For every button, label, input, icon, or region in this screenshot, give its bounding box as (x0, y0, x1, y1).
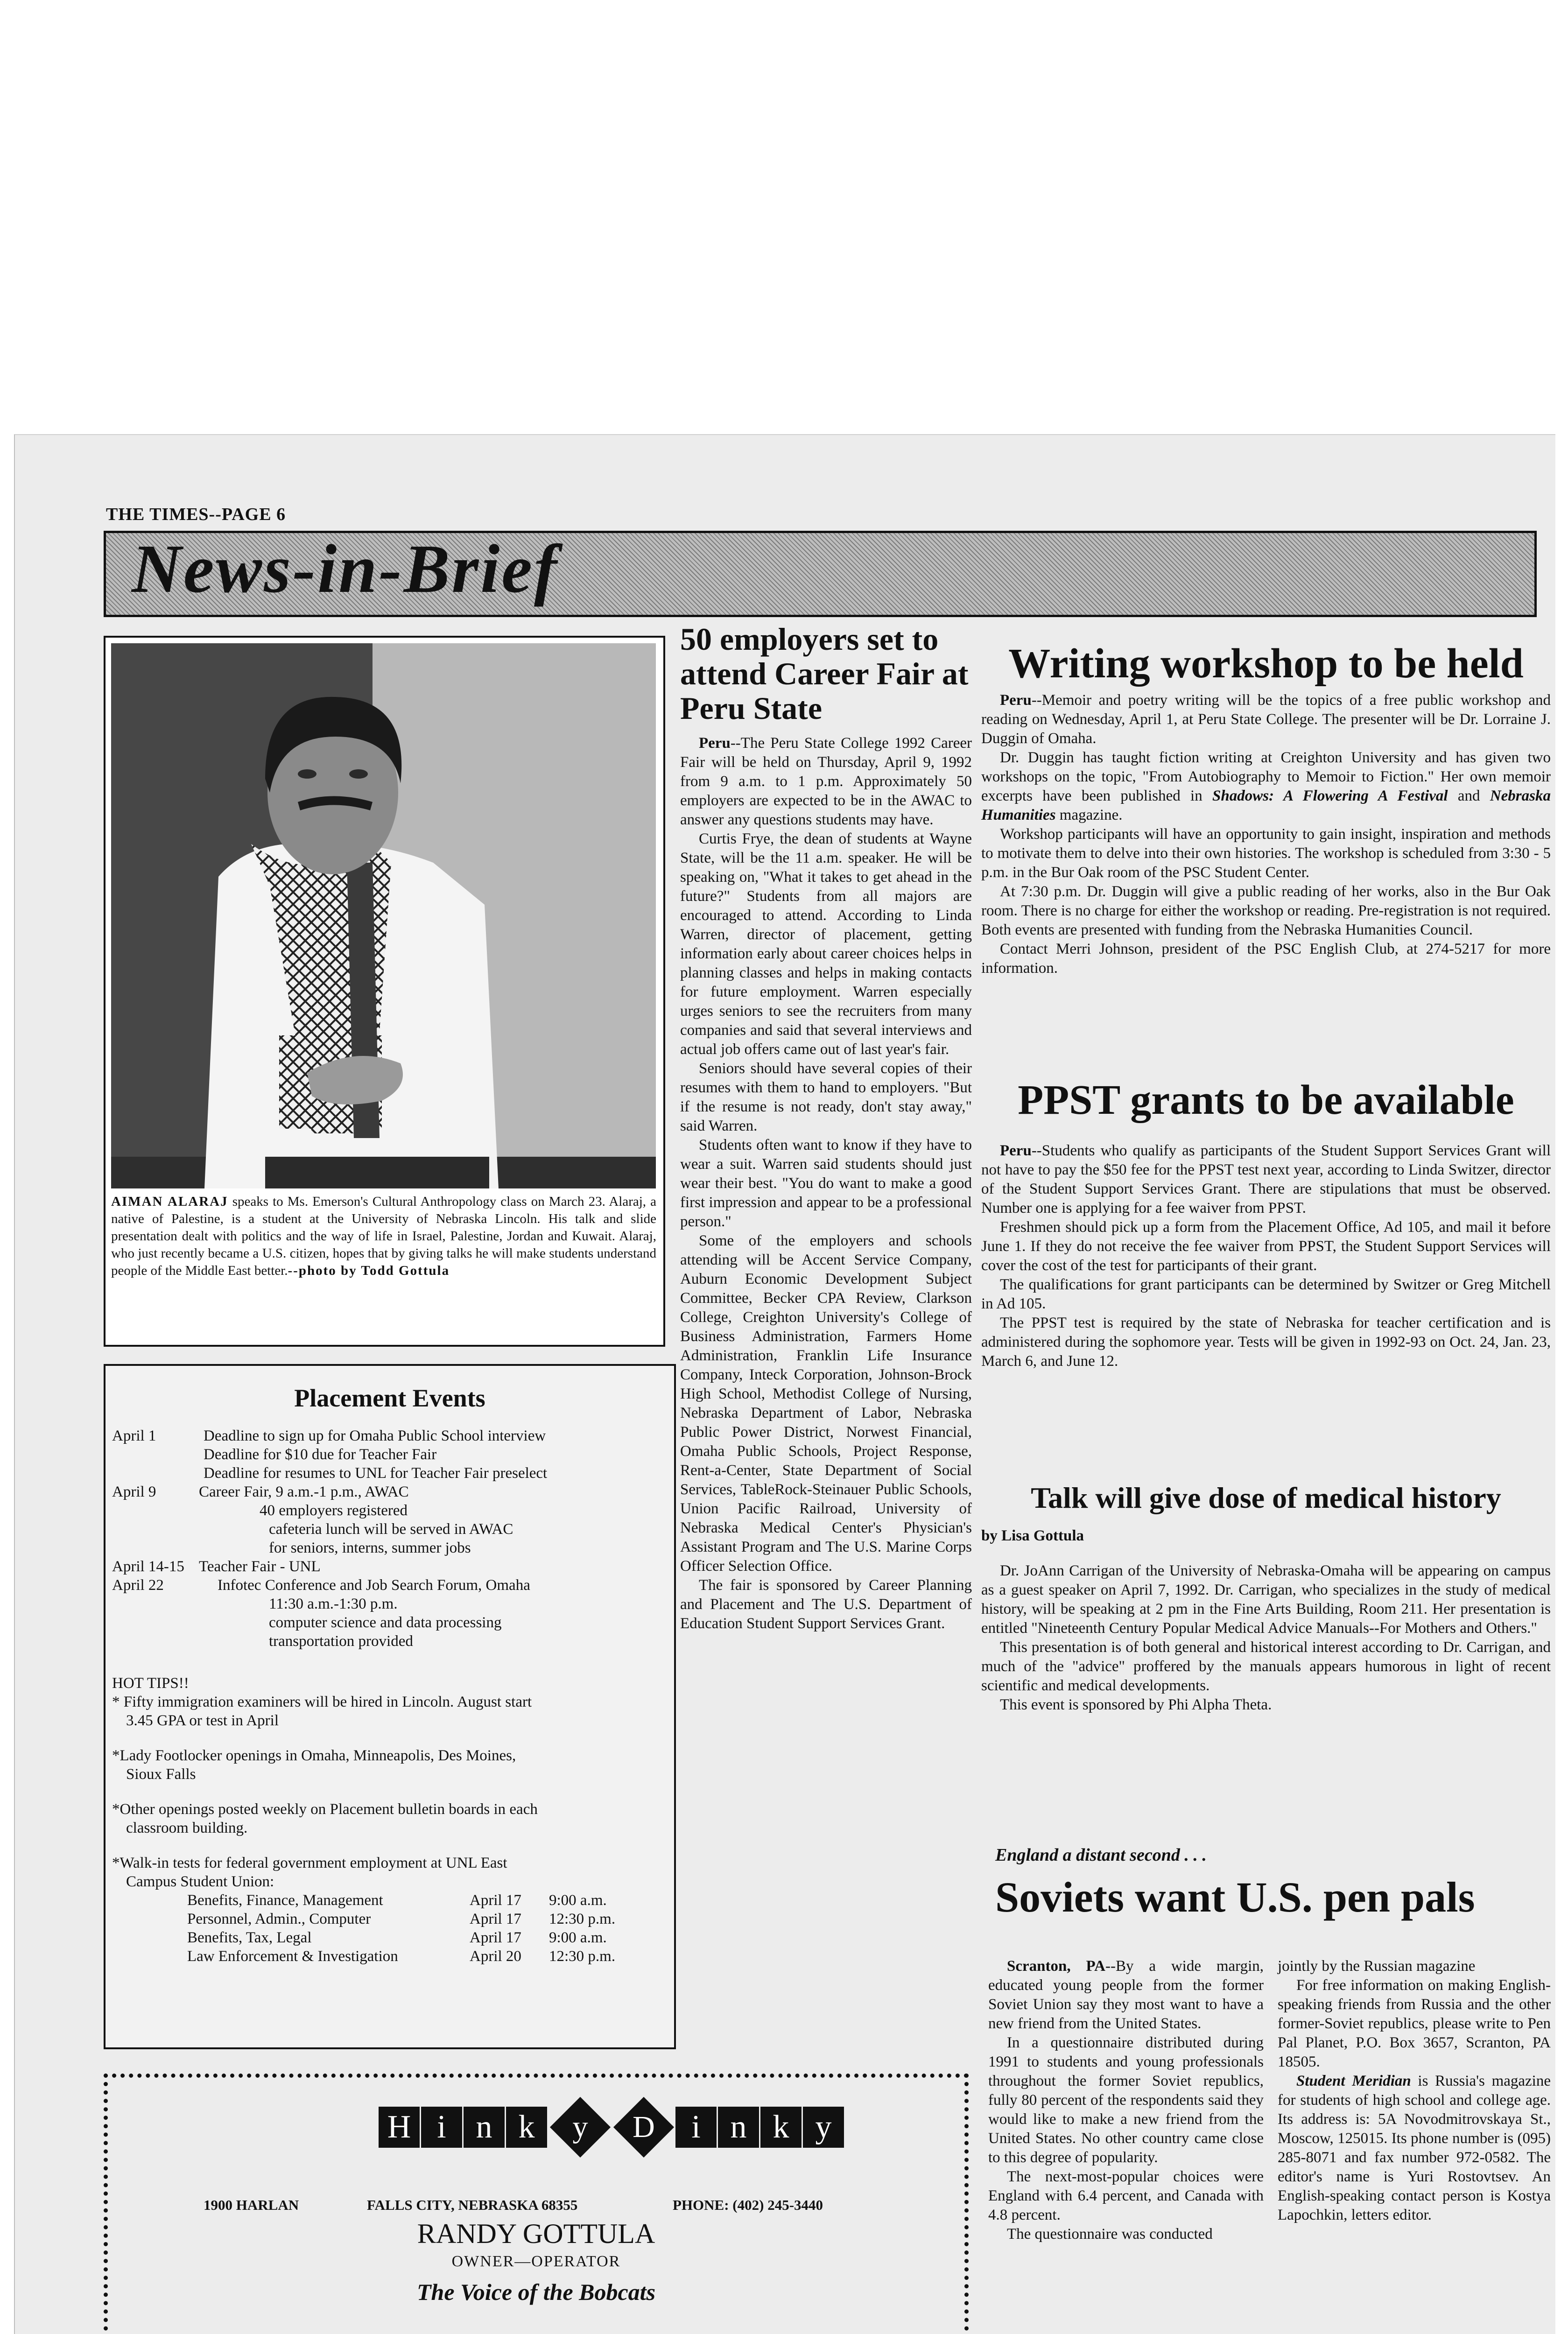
ad-owner-name: RANDY GOTTULA (417, 2218, 655, 2249)
ad-city: FALLS CITY, NEBRASKA 68355 (367, 2197, 578, 2213)
news-photo (111, 643, 656, 1188)
test-time: 12:30 p.m. (549, 1911, 616, 1927)
medical-byline: by Lisa Gottula (981, 1527, 1084, 1544)
medical-body (981, 1561, 1551, 1715)
career-fair-paragraph: Seniors should have several copies of their resumes with them to hand to employers. "But if the resume is not ready, don't stay away," said Warren. (680, 1060, 972, 1134)
medical-headline: Talk will give dose of medical history (1031, 1481, 1501, 1514)
test-time: 9:00 a.m. (549, 1929, 607, 1946)
placement-item: transportation provided (269, 1633, 413, 1650)
tip-line: 3.45 GPA or test in April (126, 1712, 279, 1729)
placement-date: April 1 (112, 1427, 156, 1444)
test-name: Benefits, Finance, Management (187, 1892, 383, 1909)
placement-date: April 9 (112, 1483, 156, 1500)
test-name: Law Enforcement & Investigation (187, 1948, 398, 1965)
test-date: April 17 (470, 1929, 521, 1946)
medical-history-article (981, 1481, 1551, 1715)
placement-date: April 22 (112, 1577, 164, 1594)
ad-phone: PHONE: (402) 245-3440 (673, 2197, 823, 2213)
medical-paragraph: This event is sponsored by Phi Alpha Theta. (1000, 1696, 1272, 1713)
publication-title: Nebraska Humanities (981, 787, 1551, 823)
career-fair-headline: 50 employers set to attend Career Fair at Peru State (680, 621, 969, 726)
ad-slogan: The Voice of the Bobcats (416, 2279, 656, 2305)
soviets-column-2 (1278, 1957, 1551, 2225)
section-banner (104, 531, 1537, 617)
placement-item: Infotec Conference and Job Search Forum, Omaha (218, 1577, 530, 1594)
ad-address: 1900 HARLAN (204, 2197, 299, 2213)
newspaper-page (14, 434, 1555, 2334)
hinky-dinky-logo: H i n k y D i n k y (379, 2106, 845, 2169)
tip-line: Sioux Falls (126, 1766, 196, 1783)
career-fair-body (680, 734, 972, 1633)
test-time: 12:30 p.m. (549, 1948, 616, 1965)
writing-workshop-dateline: Peru (1000, 692, 1032, 709)
career-fair-paragraph: --The Peru State College 1992 Career Fair will be held on Thursday, April 9, 1992 from 9 a.m. to 1 p.m. Approximately 50 employers are expected to be in the AWAC to answer any questions students may have. (680, 735, 972, 828)
writing-workshop-paragraph: Workshop participants will have an opportunity to gain insight, inspiration and methods to motivate them to delve into their own histories. The workshop is scheduled from 3:30 - 5 p.m. in the Bur Oak room of the PSC Student Center. (981, 826, 1551, 881)
career-fair-dateline: Peru (699, 735, 731, 752)
writing-workshop-paragraph: Dr. Duggin has taught fiction writing at Creighton University and has given two workshops on the topic, "From Autobiography to Memoir to Fiction." Her own memoir excerpts have been published in (981, 749, 1551, 804)
tip-line: Campus Student Union: (126, 1873, 274, 1890)
ppst-dateline: Peru (1000, 1142, 1032, 1159)
soviets-paragraph: jointly by the Russian magazine (1278, 1958, 1476, 1975)
writing-workshop-text: magazine. (1055, 807, 1123, 823)
career-fair-paragraph: Some of the employers and schools attending will be Accent Service Company, Auburn Economic Development Subject Committee, Becker CPA Review, Clarkson College, Creighton University's College of Business Administration, Farmers Home Administration, Franklin Life Insurance Company, Inteck Corporation, Johnson-Brock High School, Methodist College of Nursing, Nebraska Department of Labor, Nebraska Public Power District, Norwest Financial, Omaha Public Schools, Project Response, Rent-a-Center, State Department of Social Services, TableRock-Steinauer Public Schools, Union Pacific Railroad, University of Nebraska Medical Center's Physician's Assistant Program and The U.S. Marine Corps Officer Selection Office. (680, 1232, 972, 1575)
placement-item: Deadline for resumes to UNL for Teacher Fair preselect (204, 1465, 548, 1482)
career-fair-paragraph: Curtis Frye, the dean of students at Wayne State, will be the 11 a.m. speaker. He will be speaking on, "What it takes to get ahead in the future?" Students from all majors are encouraged to attend. According to Linda Warren, director of placement, getting information early about career choices helps in planning classes and helps in making contacts for future employment. Warren especially urges seniors to see the recruiters from many companies and said that several interviews and actual job offers came out of last year's fair. (680, 830, 972, 1058)
placement-item: for seniors, interns, summer jobs (269, 1540, 471, 1556)
soviets-dateline: Scranton, PA (1007, 1958, 1105, 1975)
placement-item: Deadline for $10 due for Teacher Fair (204, 1446, 437, 1463)
tip-line: classroom building. (126, 1820, 248, 1836)
publication-title: Shadows: A Flowering A Festival (1212, 787, 1448, 804)
soviets-paragraph: For free information on making English-speaking friends from Russia and the other former-Soviet republics, please write to Pen Pal Planet, P.O. Box 3657, Scranton, PA 18505. (1278, 1977, 1551, 2070)
placement-date: April 14-15 (112, 1558, 184, 1575)
soviets-paragraph: is Russia's magazine for students of high school and college age. Its address is: 5A Novodmitrovskaya St., Moscow, 125015. Its phone number is (095) 285-8071 and fax number 972-0582. The editor's name is Yuri Rostovtsev. An English-speaking contact person is Kostya Lapochkin, letters editor. (1278, 2073, 1551, 2223)
soviets-paragraph: --By a wide margin, educated young people from the former Soviet Union say they most want to have a new friend from the United States. (988, 1958, 1264, 2032)
career-fair-paragraph: Students often want to know if they have to wear a suit. Warren said students should just wear their best. "You do want to make a good first impression and appear to be a professional person." (680, 1137, 972, 1230)
soviets-article (981, 1845, 1551, 1921)
placement-item: Teacher Fair - UNL (199, 1558, 321, 1575)
test-date: April 17 (470, 1911, 521, 1927)
caption-text: speaks to Ms. Emerson's Cultural Anthropology class on March 23. Alaraj, a native of Palestine, is a student at the University of Nebraska Lincoln. His talk and slide presentation dealt with politics and the way of life in Israel, Palestine, Jordan and Kuwait. Alaraj, who just recently became a U.S. citizen, hopes that by giving talks he will make students understand people of the Middle East better. (111, 1194, 657, 1278)
ppst-paragraph: --Students who qualify as participants of the Student Support Services Grant will not have to pay the $50 fee for the PPST test next year, according to Linda Switzer, director of the Student Support Services Grant. There are stipulations that must be observed. Number one is applying for a fee waiver from PPST. (981, 1142, 1551, 1216)
soviets-paragraph: In a questionnaire distributed during 1991 to students and young professionals throughout the former Soviet republics, fully 80 percent of the respondents said they would like to make a new friend from the United States. No other country came close to this degree of popularity. (988, 2034, 1264, 2166)
tip-line: *Lady Footlocker openings in Omaha, Minneapolis, Des Moines, (112, 1747, 516, 1764)
page-label: THE TIMES--PAGE 6 (106, 505, 286, 524)
writing-workshop-body (981, 691, 1551, 978)
placement-item: 40 employers registered (260, 1502, 408, 1519)
test-time: 9:00 a.m. (549, 1892, 607, 1909)
speaker-photo-image (111, 643, 656, 1188)
ppst-article (981, 1077, 1551, 1371)
caption-credit: --photo by Todd Gottula (288, 1263, 450, 1278)
writing-workshop-paragraph: At 7:30 p.m. Dr. Duggin will give a public reading of her works, also in the Bur Oak room. There is no charge for either the workshop or reading. Pre-registration is not required. Both events are presented with funding from the Nebraska Humanities Council. (981, 883, 1551, 938)
placement-title: Placement Events (294, 1384, 485, 1412)
writing-workshop-headline: Writing workshop to be held (1008, 640, 1524, 687)
placement-item: cafeteria lunch will be served in AWAC (269, 1521, 513, 1538)
soviets-kicker: England a distant second . . . (995, 1845, 1207, 1865)
section-title: News-in-Brief (132, 531, 559, 607)
medical-paragraph: Dr. JoAnn Carrigan of the University of Nebraska-Omaha will be appearing on campus as a guest speaker on April 7, 1992. Dr. Carrigan, who specializes in the study of medical history, will be speaking at 2 pm in the Fine Arts Building, Room 211. Her presentation is entitled "Nineteenth Century Popular Medical Advice Manuals--For Mothers and Others." (981, 1562, 1551, 1637)
soviets-paragraph: The next-most-popular choices were England with 6.4 percent, and Canada with 4.8 percent. (988, 2168, 1264, 2223)
ppst-paragraph: The PPST test is required by the state of Nebraska for teacher certification and is administered during the sophomore year. Tests will be given in 1992-93 on Oct. 24, Jan. 23, March 6, and June 12. (981, 1315, 1551, 1370)
writing-workshop-article (981, 640, 1551, 978)
hinky-dinky-advertisement (104, 2074, 969, 2334)
ad-owner-role: OWNER—OPERATOR (451, 2253, 621, 2270)
placement-item: 11:30 a.m.-1:30 p.m. (269, 1596, 398, 1612)
soviets-paragraph: The questionnaire was conducted (1007, 2226, 1213, 2243)
ppst-body (981, 1141, 1551, 1371)
test-date: April 17 (470, 1892, 521, 1909)
soviets-column-1 (988, 1957, 1264, 2244)
caption-name: AIMAN ALARAJ (111, 1194, 228, 1209)
writing-workshop-text: and (1448, 787, 1490, 804)
placement-item: Career Fair, 9 a.m.-1 p.m., AWAC (199, 1483, 409, 1500)
soviets-headline: Soviets want U.S. pen pals (995, 1873, 1475, 1921)
tip-line: *Other openings posted weekly on Placement bulletin boards in each (112, 1801, 538, 1818)
ppst-paragraph: The qualifications for grant participants can be determined by Switzer or Greg Mitchell in Ad 105. (981, 1276, 1551, 1312)
career-fair-article (680, 622, 972, 1633)
ppst-headline: PPST grants to be available (1018, 1077, 1514, 1123)
test-date: April 20 (470, 1948, 521, 1965)
test-name: Personnel, Admin., Computer (187, 1911, 371, 1927)
career-fair-paragraph: The fair is sponsored by Career Planning and Placement and The U.S. Department of Education Student Support Services Grant. (680, 1577, 972, 1632)
writing-workshop-paragraph: Contact Merri Johnson, president of the PSC English Club, at 274-5217 for more information. (981, 941, 1551, 977)
placement-events-box (104, 1364, 676, 2049)
placement-item: computer science and data processing (269, 1614, 502, 1631)
medical-paragraph: This presentation is of both general and historical interest according to Dr. Carrigan, and much of the "advice" proffered by the manuals appears humorous in light of recent scientific and medical developments. (981, 1639, 1551, 1694)
photo-box (104, 636, 665, 1347)
placement-item: Deadline to sign up for Omaha Public School interview (204, 1427, 546, 1444)
magazine-title: Student Meridian (1296, 2073, 1411, 2089)
tip-line: * Fifty immigration examiners will be hired in Lincoln. August start (112, 1694, 532, 1710)
photo-caption (111, 1193, 656, 1279)
test-name: Benefits, Tax, Legal (187, 1929, 312, 1946)
hot-tips-label: HOT TIPS!! (112, 1675, 189, 1692)
tip-line: *Walk-in tests for federal government employment at UNL East (112, 1855, 507, 1871)
writing-workshop-paragraph: --Memoir and poetry writing will be the topics of a free public workshop and reading on Wednesday, April 1, at Peru State College. The presenter will be Dr. Lorraine J. Duggin of Omaha. (981, 692, 1551, 747)
ppst-paragraph: Freshmen should pick up a form from the Placement Office, Ad 105, and mail it before June 1. If they do not receive the fee waiver from PPST, the Student Support Services will cover the cost of the test for participants of their grant. (981, 1219, 1551, 1274)
